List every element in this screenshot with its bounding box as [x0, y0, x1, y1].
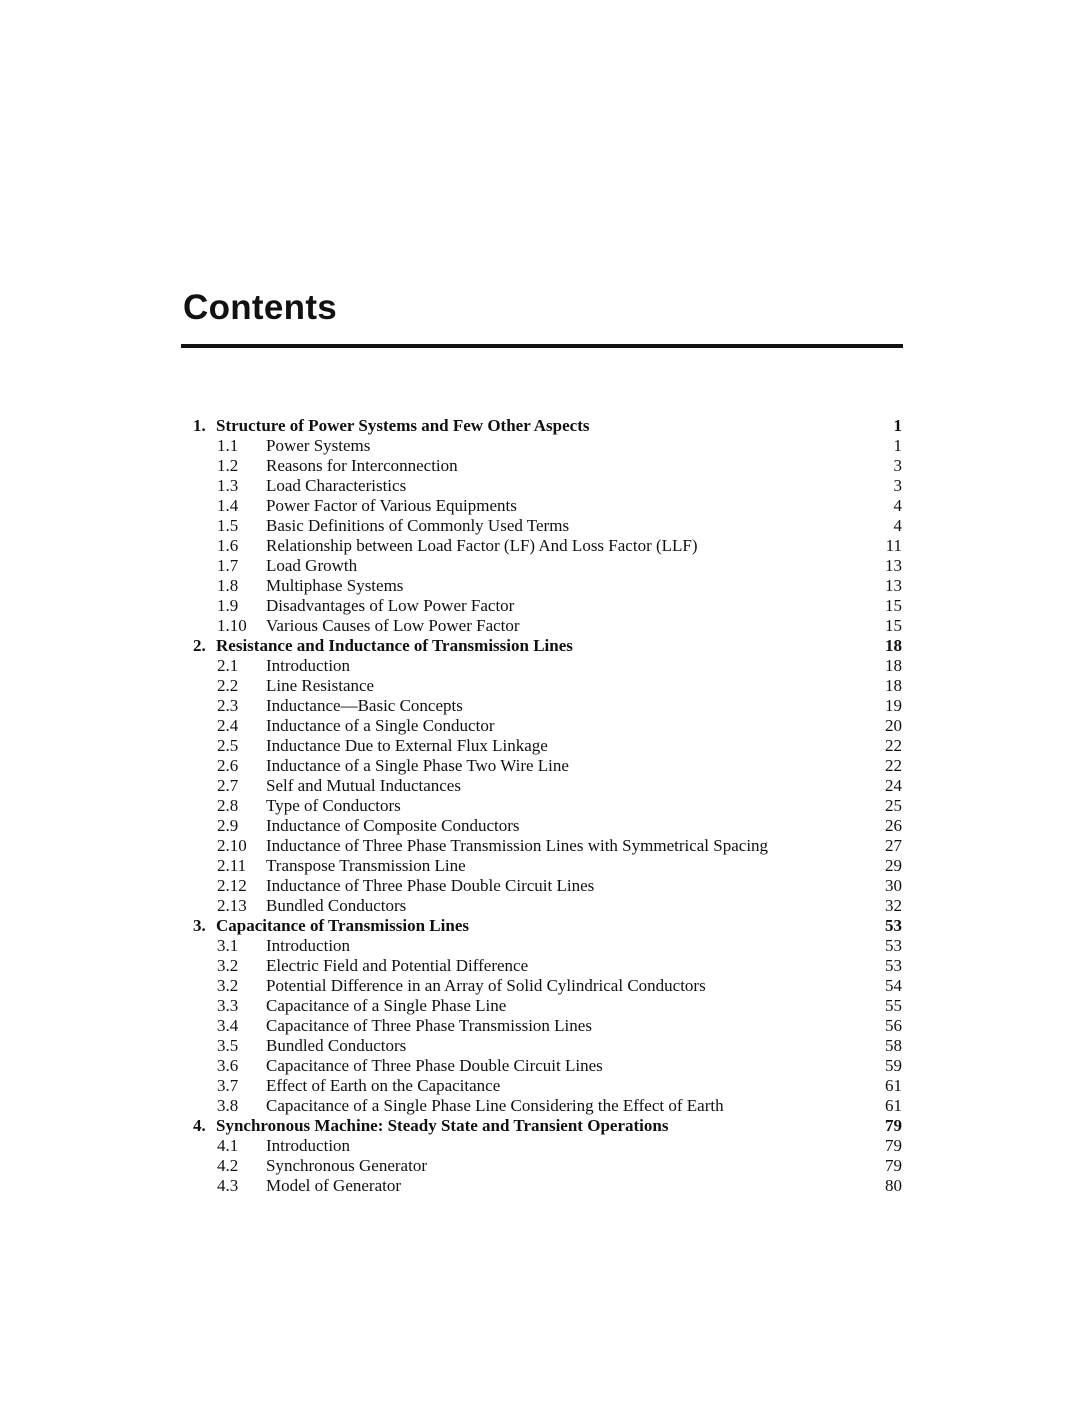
entry-title: Introduction: [266, 1136, 351, 1155]
entry-page-number: 4: [893, 496, 902, 515]
entry-number: 1.8: [217, 576, 239, 595]
toc-section-entry[interactable]: [0, 516, 1084, 536]
toc-section-entry[interactable]: [0, 976, 1084, 996]
entry-page-number: 56: [885, 1016, 902, 1035]
entry-title: Basic Definitions of Commonly Used Terms: [266, 516, 570, 535]
entry-number: 2.11: [217, 856, 247, 875]
toc-section-entry[interactable]: [0, 996, 1084, 1016]
entry-title: Bundled Conductors: [266, 1036, 407, 1055]
entry-title: Electric Field and Potential Difference: [266, 956, 529, 975]
entry-page-number: 24: [885, 776, 902, 795]
toc-section-entry[interactable]: [0, 536, 1084, 556]
toc-section-entry[interactable]: [0, 1096, 1084, 1116]
toc-section-entry[interactable]: [0, 836, 1084, 856]
entry-page-number: 79: [885, 1156, 902, 1175]
entry-title: Inductance Due to External Flux Linkage: [266, 736, 548, 755]
entry-number: 3.2: [217, 976, 239, 995]
entry-title: Introduction: [266, 656, 351, 675]
entry-title: Various Causes of Low Power Factor: [266, 616, 520, 635]
entry-number: 1.7: [217, 556, 239, 575]
entry-title: Power Factor of Various Equipments: [266, 496, 517, 515]
entry-page-number: 30: [885, 876, 902, 895]
entry-title: Resistance and Inductance of Transmission Lines: [216, 636, 573, 655]
toc-section-entry[interactable]: [0, 496, 1084, 516]
entry-title: Effect of Earth on the Capacitance: [266, 1076, 501, 1095]
entry-number: 4.: [193, 1116, 206, 1135]
entry-title: Bundled Conductors: [266, 896, 407, 915]
entry-number: 2.4: [217, 716, 239, 735]
toc-section-entry[interactable]: [0, 816, 1084, 836]
entry-page-number: 53: [885, 916, 902, 935]
entry-page-number: 3: [893, 456, 902, 475]
entry-number: 2.12: [217, 876, 247, 895]
entry-page-number: 27: [885, 836, 902, 855]
entry-page-number: 4: [893, 516, 902, 535]
entry-title: Power Systems: [266, 436, 371, 455]
entry-title: Synchronous Machine: Steady State and Transient Operations: [216, 1116, 669, 1135]
entry-title: Inductance of Composite Conductors: [266, 816, 520, 835]
entry-title: Transpose Transmission Line: [266, 856, 466, 875]
entry-number: 3.8: [217, 1096, 239, 1115]
entry-page-number: 1: [893, 436, 902, 455]
toc-section-entry[interactable]: [0, 1156, 1084, 1176]
entry-title: Inductance of Three Phase Transmission Lines with Symmetrical Spacing: [266, 836, 769, 855]
entry-page-number: 54: [885, 976, 902, 995]
entry-title: Reasons for Interconnection: [266, 456, 458, 475]
toc-section-entry[interactable]: [0, 456, 1084, 476]
entry-title: Capacitance of Transmission Lines: [216, 916, 469, 935]
toc-section-entry[interactable]: [0, 1076, 1084, 1096]
entry-page-number: 15: [885, 596, 902, 615]
toc-section-entry[interactable]: [0, 616, 1084, 636]
toc-chapter-entry[interactable]: [0, 916, 1084, 936]
entry-title: Introduction: [266, 936, 351, 955]
entry-page-number: 61: [885, 1096, 902, 1115]
entry-title: Capacitance of Three Phase Double Circuit Lines: [266, 1056, 603, 1075]
toc-section-entry[interactable]: [0, 1016, 1084, 1036]
entry-number: 2.9: [217, 816, 239, 835]
toc-section-entry[interactable]: [0, 1176, 1084, 1196]
entry-number: 2.1: [217, 656, 239, 675]
toc-section-entry[interactable]: [0, 696, 1084, 716]
toc-section-entry[interactable]: [0, 956, 1084, 976]
entry-page-number: 29: [885, 856, 902, 875]
entry-number: 1.10: [217, 616, 247, 635]
entry-page-number: 58: [885, 1036, 902, 1055]
entry-number: 1.4: [217, 496, 239, 515]
entry-title: Capacitance of Three Phase Transmission Lines: [266, 1016, 592, 1035]
toc-section-entry[interactable]: [0, 656, 1084, 676]
entry-number: 3.7: [217, 1076, 239, 1095]
toc-section-entry[interactable]: [0, 476, 1084, 496]
page-title: Contents: [183, 288, 338, 327]
entry-title: Synchronous Generator: [266, 1156, 427, 1175]
toc-section-entry[interactable]: [0, 896, 1084, 916]
entry-title: Inductance of Three Phase Double Circuit Lines: [266, 876, 595, 895]
entry-page-number: 1: [893, 416, 902, 435]
entry-page-number: 3: [893, 476, 902, 495]
entry-title: Potential Difference in an Array of Solid Cylindrical Conductors: [266, 976, 706, 995]
toc-section-entry[interactable]: [0, 1036, 1084, 1056]
entry-number: 3.1: [217, 936, 239, 955]
toc-section-entry[interactable]: [0, 436, 1084, 456]
entry-number: 2.13: [217, 896, 247, 915]
entry-number: 3.: [193, 916, 206, 935]
entry-title: Load Characteristics: [266, 476, 407, 495]
entry-page-number: 13: [885, 556, 902, 575]
entry-title: Model of Generator: [266, 1176, 402, 1195]
entry-title: Structure of Power Systems and Few Other Aspects: [216, 416, 590, 435]
entry-page-number: 53: [885, 936, 902, 955]
entry-number: 1.6: [217, 536, 239, 555]
entry-page-number: 13: [885, 576, 902, 595]
entry-title: Disadvantages of Low Power Factor: [266, 596, 515, 615]
entry-page-number: 11: [885, 536, 902, 555]
entry-number: 4.1: [217, 1136, 239, 1155]
entry-title: Self and Mutual Inductances: [266, 776, 461, 795]
entry-page-number: 53: [885, 956, 902, 975]
entry-page-number: 59: [885, 1056, 902, 1075]
entry-number: 2.2: [217, 676, 239, 695]
entry-number: 1.5: [217, 516, 239, 535]
entry-title: Inductance of a Single Phase Two Wire Line: [266, 756, 569, 775]
toc-section-entry[interactable]: [0, 796, 1084, 816]
toc-section-entry[interactable]: [0, 716, 1084, 736]
entry-number: 1.3: [217, 476, 239, 495]
entry-page-number: 32: [885, 896, 902, 915]
entry-number: 2.10: [217, 836, 247, 855]
entry-page-number: 18: [885, 676, 902, 695]
entry-page-number: 25: [885, 796, 902, 815]
entry-page-number: 18: [885, 636, 902, 655]
toc-section-entry[interactable]: [0, 676, 1084, 696]
entry-number: 1.: [193, 416, 206, 435]
entry-title: Line Resistance: [266, 676, 375, 695]
entry-page-number: 79: [885, 1136, 902, 1155]
toc-section-entry[interactable]: [0, 736, 1084, 756]
entry-number: 4.3: [217, 1176, 239, 1195]
entry-number: 2.: [193, 636, 206, 655]
entry-number: 4.2: [217, 1156, 239, 1175]
entry-number: 2.6: [217, 756, 239, 775]
entry-page-number: 22: [885, 736, 902, 755]
entry-number: 2.8: [217, 796, 239, 815]
entry-title: Inductance—Basic Concepts: [266, 696, 463, 715]
entry-title: Multiphase Systems: [266, 576, 404, 595]
entry-number: 3.5: [217, 1036, 239, 1055]
entry-number: 2.5: [217, 736, 239, 755]
entry-page-number: 26: [885, 816, 902, 835]
entry-number: 1.9: [217, 596, 239, 615]
entry-title: Load Growth: [266, 556, 358, 575]
entry-number: 3.2: [217, 956, 239, 975]
entry-page-number: 80: [885, 1176, 902, 1195]
toc-chapter-entry[interactable]: [0, 636, 1084, 656]
toc-section-entry[interactable]: [0, 876, 1084, 896]
entry-page-number: 79: [885, 1116, 902, 1135]
entry-page-number: 20: [885, 716, 902, 735]
toc-section-entry[interactable]: [0, 756, 1084, 776]
toc-section-entry[interactable]: [0, 596, 1084, 616]
entry-title: Type of Conductors: [266, 796, 401, 815]
toc-chapter-entry[interactable]: [0, 416, 1084, 436]
entry-number: 2.3: [217, 696, 239, 715]
toc-section-entry[interactable]: [0, 776, 1084, 796]
entry-number: 1.2: [217, 456, 239, 475]
entry-title: Inductance of a Single Conductor: [266, 716, 495, 735]
toc-section-entry[interactable]: [0, 556, 1084, 576]
entry-number: 1.1: [217, 436, 239, 455]
entry-number: 2.7: [217, 776, 239, 795]
toc-section-entry[interactable]: [0, 576, 1084, 596]
entry-page-number: 55: [885, 996, 902, 1015]
toc-section-entry[interactable]: [0, 1136, 1084, 1156]
entry-title: Relationship between Load Factor (LF) And Loss Factor (LLF): [266, 536, 698, 555]
entry-number: 3.4: [217, 1016, 239, 1035]
entry-page-number: 22: [885, 756, 902, 775]
entry-number: 3.3: [217, 996, 239, 1015]
entry-title: Capacitance of a Single Phase Line: [266, 996, 507, 1015]
entry-page-number: 19: [885, 696, 902, 715]
entry-page-number: 18: [885, 656, 902, 675]
toc-section-entry[interactable]: [0, 856, 1084, 876]
entry-number: 3.6: [217, 1056, 239, 1075]
toc-section-entry[interactable]: [0, 936, 1084, 956]
entry-page-number: 15: [885, 616, 902, 635]
toc-chapter-entry[interactable]: [0, 1116, 1084, 1136]
toc-section-entry[interactable]: [0, 1056, 1084, 1076]
title-rule: [181, 344, 903, 348]
entry-page-number: 61: [885, 1076, 902, 1095]
entry-title: Capacitance of a Single Phase Line Considering the Effect of Earth: [266, 1096, 724, 1115]
